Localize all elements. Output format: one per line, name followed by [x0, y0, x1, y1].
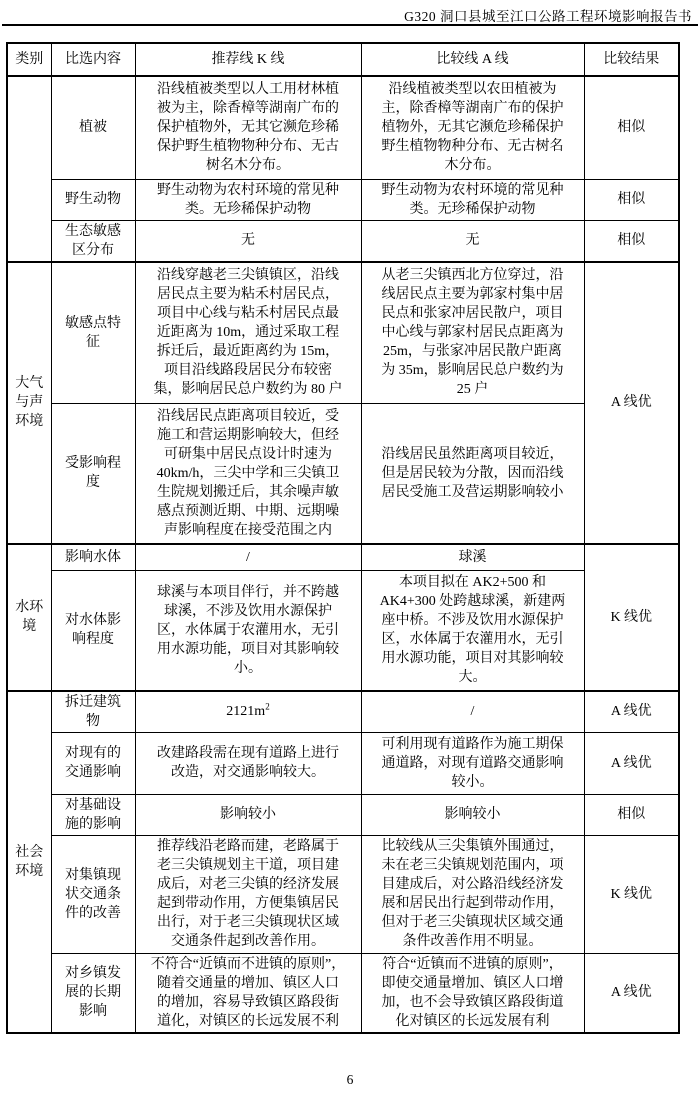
header-rule: [2, 24, 698, 26]
cell-demolition-a: /: [361, 691, 584, 733]
header-a-line: 比较线 A 线: [361, 43, 584, 76]
item-township-dev: 对乡镇发展的长期影响: [51, 953, 135, 1033]
cell-eco-sensitive-k: 无: [135, 220, 361, 262]
cell-wildlife-a: 野生动物为农村环境的常见种类。无珍稀保护动物: [361, 179, 584, 220]
item-infrastructure: 对基础设施的影响: [51, 794, 135, 835]
header-category: 类别: [7, 43, 51, 76]
header-item: 比选内容: [51, 43, 135, 76]
demolition-area-superscript: 2: [265, 701, 270, 712]
cell-sensitive-features-a: 从老三尖镇西北方位穿过，沿线居民点主要为郭家村集中居民点和张家冲居民散户，项目中心线与郭家村居民点距离为 25m，与张家冲居民散户距离为 35m，影响居民总户数约为 25 户: [361, 262, 584, 404]
cell-township-dev-a: 符合“近镇而不进镇的原则”，即使交通量增加、镇区人口增加，也不会导致镇区路段街道化对镇区的长远发展有利: [361, 953, 584, 1033]
row-existing-traffic: [7, 732, 679, 794]
page-number: 6: [346, 1072, 354, 1087]
table-header-row: [7, 43, 679, 76]
result-vegetation: 相似: [584, 76, 679, 179]
item-water-body: 影响水体: [51, 544, 135, 571]
cell-water-body-k: /: [135, 544, 361, 571]
cell-sensitive-features-k: 沿线穿越老三尖镇镇区，沿线居民点主要为粘禾村居民点，项目中心线与粘禾村居民点最近距离为 10m，通过采取工程拆迁后，最近距离约为 15m，项目沿线路段居民分布较密集，影响居民总户数约为 80 户: [135, 262, 361, 404]
result-eco-sensitive: 相似: [584, 220, 679, 262]
cell-water-impact-a: 本项目拟在 AK2+500 和 AK4+300 处跨越球溪，新建两座中桥。不涉及饮用水源保护区，水体属于农灌用水，无引用水源功能，项目对其影响较大。: [361, 571, 584, 691]
item-water-impact: 对水体影响程度: [51, 571, 135, 691]
row-eco-sensitive: [7, 220, 679, 262]
cell-town-traffic-k: 推荐线沿老路而建，老路属于老三尖镇规划主干道，项目建成后，对老三尖镇的经济发展起到带动作用，方便集镇居民出行，对于老三尖镇现状区域交通条件起到改善作用。: [135, 835, 361, 953]
cell-infrastructure-k: 影响较小: [135, 794, 361, 835]
item-town-traffic: 对集镇现状交通条件的改善: [51, 835, 135, 953]
row-wildlife: [7, 179, 679, 220]
cell-impact-degree-k: 沿线居民点距离项目较近，受施工和营运期影响较大，但经可研集中居民点设计时速为 40km/h，三尖中学和三尖镇卫生院规划搬迁后，其余噪声敏感点预测近期、中期、远期噪声影响程度在接受范围之内: [135, 404, 361, 544]
category-cell-social: 社会环境: [7, 691, 51, 1034]
row-impact-degree: [7, 404, 679, 544]
cell-water-body-a: 球溪: [361, 544, 584, 571]
cell-vegetation-k: 沿线植被类型以人工用材林植被为主，除香樟等湖南广布的保护植物外，无其它濒危珍稀保护野生植物物种分布、无古树名木分布。: [135, 76, 361, 179]
cell-wildlife-k: 野生动物为农村环境的常见种类。无珍稀保护动物: [135, 179, 361, 220]
item-eco-sensitive: 生态敏感区分布: [51, 220, 135, 262]
cell-demolition-k: [135, 691, 361, 733]
cell-township-dev-k: 不符合“近镇而不进镇的原则”，随着交通量的增加、镇区人口的增加，容易导致镇区路段街道化，对镇区的长远发展不利: [135, 953, 361, 1033]
category-cell-water: 水环境: [7, 544, 51, 691]
result-demolition: A 线优: [584, 691, 679, 733]
cell-existing-traffic-k: 改建路段需在现有道路上进行改造，对交通影响较大。: [135, 732, 361, 794]
page-header-title: G320 洞口县城至江口公路工程环境影响报告书: [404, 9, 692, 24]
item-wildlife: 野生动物: [51, 179, 135, 220]
header-result: 比较结果: [584, 43, 679, 76]
result-water-group: K 线优: [584, 544, 679, 691]
cell-existing-traffic-a: 可利用现有道路作为施工期保通道路，对现有道路交通影响较小。: [361, 732, 584, 794]
row-vegetation: [7, 76, 679, 179]
cell-water-impact-k: 球溪与本项目伴行，并不跨越球溪，不涉及饮用水源保护区，水体属于农灌用水，无引用水源功能，项目对其影响较小。: [135, 571, 361, 691]
result-existing-traffic: A 线优: [584, 732, 679, 794]
row-water-body: [7, 544, 679, 571]
item-demolition: 拆迁建筑物: [51, 691, 135, 733]
item-existing-traffic: 对现有的交通影响: [51, 732, 135, 794]
result-township-dev: A 线优: [584, 953, 679, 1033]
row-township-dev: [7, 953, 679, 1033]
cell-eco-sensitive-a: 无: [361, 220, 584, 262]
row-sensitive-features: [7, 262, 679, 404]
result-infrastructure: 相似: [584, 794, 679, 835]
route-comparison-table: [6, 42, 680, 1034]
category-cell-ecology: [7, 76, 51, 262]
row-infrastructure: [7, 794, 679, 835]
cell-impact-degree-a: 沿线居民虽然距离项目较近，但是居民较为分散，因而沿线居民受施工及营运期影响较小: [361, 404, 584, 544]
row-town-traffic: [7, 835, 679, 953]
item-impact-degree: 受影响程度: [51, 404, 135, 544]
item-sensitive-features: 敏感点特征: [51, 262, 135, 404]
item-vegetation: 植被: [51, 76, 135, 179]
result-town-traffic: K 线优: [584, 835, 679, 953]
row-water-impact: [7, 571, 679, 691]
row-demolition: [7, 691, 679, 733]
cell-town-traffic-a: 比较线从三尖集镇外围通过，未在老三尖镇规划范围内，项目建成后，对公路沿线经济发展和居民出行起到带动作用，但对于老三尖镇现状区域交通条件改善作用不明显。: [361, 835, 584, 953]
demolition-area-value: 2121m: [226, 704, 266, 719]
result-wildlife: 相似: [584, 179, 679, 220]
category-cell-air-noise: 大气与声环境: [7, 262, 51, 544]
result-air-noise-group: A 线优: [584, 262, 679, 544]
cell-vegetation-a: 沿线植被类型以农田植被为主，除香樟等湖南广布的保护植物外，无其它濒危珍稀保护野生植物物种分布、无古树名木分布。: [361, 76, 584, 179]
cell-infrastructure-a: 影响较小: [361, 794, 584, 835]
header-k-line: 推荐线 K 线: [135, 43, 361, 76]
